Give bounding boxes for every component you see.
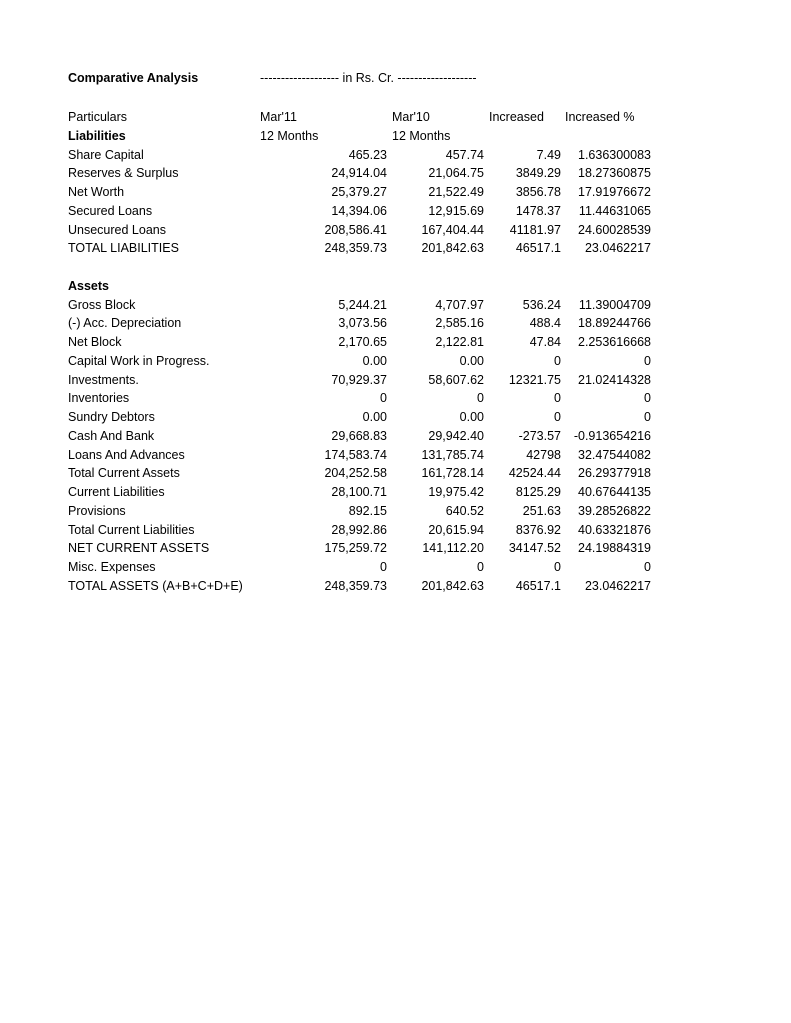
header-particulars: Particulars	[68, 110, 128, 124]
table-row	[68, 521, 668, 540]
row-label: Total Current Liabilities	[68, 522, 195, 537]
value-mar10: 0.00	[459, 410, 484, 424]
value-mar10: 0	[477, 560, 484, 574]
value-mar11: 5,244.21	[338, 297, 387, 312]
value-increased-pct: 17.91976672	[578, 185, 651, 199]
value-increased: 46517.1	[515, 241, 561, 256]
value-mar10: 457.74	[445, 147, 484, 162]
comparative-analysis-sheet	[68, 71, 668, 596]
table-row	[68, 427, 668, 446]
table-row	[68, 464, 668, 483]
row-label: TOTAL LIABILITIES	[68, 241, 179, 256]
value-mar10: 20,615.94	[428, 522, 484, 537]
value-mar10: 0	[477, 391, 484, 406]
value-increased: 0	[554, 410, 561, 424]
value-mar10: 58,607.62	[428, 372, 484, 387]
assets-heading-row	[68, 277, 668, 296]
header-increased: Increased	[489, 110, 544, 124]
row-label: NET CURRENT ASSETS	[68, 541, 210, 556]
row-label: Capital Work in Progress.	[68, 353, 210, 368]
header-mar10: Mar'10	[392, 110, 430, 124]
value-mar11: 892.15	[348, 503, 387, 518]
value-increased: 0	[554, 391, 561, 406]
value-increased: 0	[554, 353, 561, 368]
value-mar11: 3,073.56	[338, 316, 387, 331]
row-label: Gross Block	[68, 297, 136, 312]
value-increased: 42798	[526, 447, 561, 462]
column-header-row	[68, 108, 668, 127]
row-label: (-) Acc. Depreciation	[68, 316, 182, 331]
value-increased-pct: 40.63321876	[578, 522, 651, 537]
table-row	[68, 483, 668, 502]
value-increased-pct: 39.28526822	[578, 503, 651, 518]
value-mar10: 0.00	[459, 353, 484, 368]
row-label: Loans And Advances	[68, 447, 185, 462]
value-mar10: 201,842.63	[421, 578, 484, 593]
value-increased-pct: 0	[644, 391, 651, 406]
table-row	[68, 239, 668, 258]
value-mar11: 70,929.37	[331, 372, 387, 387]
value-mar11: 25,379.27	[331, 185, 387, 199]
row-label: Cash And Bank	[68, 428, 155, 443]
table-row	[68, 408, 668, 427]
value-mar10: 19,975.42	[428, 485, 484, 499]
value-increased-pct: 40.67644135	[578, 485, 651, 499]
value-increased-pct: 24.60028539	[578, 222, 651, 237]
row-label: Total Current Assets	[68, 466, 180, 481]
value-increased-pct: 23.0462217	[584, 578, 651, 593]
value-increased: 42524.44	[508, 466, 561, 481]
liabilities-rows	[68, 146, 668, 259]
row-label: Net Block	[68, 335, 122, 349]
row-label: Investments.	[68, 372, 139, 387]
row-label: TOTAL ASSETS (A+B+C+D+E)	[68, 578, 243, 593]
value-increased: 34147.52	[508, 541, 561, 556]
value-increased-pct: 21.02414328	[578, 372, 651, 387]
value-increased: 251.63	[522, 503, 561, 518]
value-mar10: 2,122.81	[435, 335, 484, 349]
value-increased-pct: 18.89244766	[578, 316, 651, 331]
value-increased: 8376.92	[515, 522, 561, 537]
value-mar10: 131,785.74	[421, 447, 484, 462]
value-mar11: 2,170.65	[338, 335, 387, 349]
value-increased: 536.24	[522, 297, 561, 312]
row-label: Provisions	[68, 503, 126, 518]
table-row	[68, 371, 668, 390]
value-mar10: 12,915.69	[428, 203, 484, 218]
value-increased: 8125.29	[515, 485, 561, 499]
table-row	[68, 296, 668, 315]
table-row	[68, 202, 668, 221]
value-increased: 12321.75	[508, 372, 561, 387]
value-increased: 47.84	[529, 335, 561, 349]
value-increased-pct: 32.47544082	[578, 447, 651, 462]
row-label: Share Capital	[68, 147, 144, 162]
value-mar10: 21,522.49	[428, 185, 484, 199]
assets-rows	[68, 296, 668, 596]
value-mar10: 2,585.16	[435, 316, 484, 331]
liabilities-heading: Liabilities	[68, 128, 126, 143]
row-label: Sundry Debtors	[68, 410, 155, 424]
value-mar11: 0.00	[362, 410, 387, 424]
value-mar11: 28,100.71	[331, 485, 387, 499]
value-mar10: 167,404.44	[421, 222, 484, 237]
value-mar11: 24,914.04	[331, 166, 387, 181]
value-increased: -273.57	[518, 428, 561, 443]
table-row	[68, 183, 668, 202]
period-mar10: 12 Months	[392, 128, 451, 143]
value-mar10: 4,707.97	[435, 297, 484, 312]
value-mar11: 28,992.86	[331, 522, 387, 537]
assets-heading: Assets	[68, 278, 109, 293]
liabilities-heading-row	[68, 127, 668, 146]
row-label: Unsecured Loans	[68, 222, 166, 237]
value-increased-pct: 0	[644, 560, 651, 574]
table-row	[68, 502, 668, 521]
value-increased: 41181.97	[509, 222, 561, 237]
value-mar11: 248,359.73	[324, 241, 387, 256]
table-row	[68, 352, 668, 371]
value-mar11: 465.23	[348, 147, 387, 162]
table-row	[68, 221, 668, 240]
value-mar10: 161,728.14	[421, 466, 484, 481]
value-increased-pct: 2.253616668	[578, 335, 651, 349]
value-increased: 3856.78	[515, 185, 561, 199]
row-label: Reserves & Surplus	[68, 166, 179, 181]
header-increased-pct: Increased %	[565, 110, 635, 124]
value-increased-pct: 24.19884319	[578, 541, 651, 556]
table-row	[68, 539, 668, 558]
row-label: Current Liabilities	[68, 485, 165, 499]
value-increased-pct: 11.39004709	[578, 297, 651, 312]
value-mar11: 29,668.83	[331, 428, 387, 443]
table-row	[68, 446, 668, 465]
spacer	[68, 89, 668, 108]
value-mar11: 174,583.74	[324, 447, 387, 462]
value-mar11: 204,252.58	[324, 466, 387, 481]
table-row	[68, 314, 668, 333]
value-increased-pct: 0	[644, 410, 651, 424]
row-label: Secured Loans	[68, 203, 153, 218]
value-increased-pct: -0.913654216	[573, 428, 651, 443]
value-increased-pct: 0	[644, 353, 651, 368]
value-increased-pct: 1.636300083	[578, 147, 651, 162]
value-mar11: 14,394.06	[331, 203, 387, 218]
header-mar11: Mar'11	[260, 110, 297, 124]
value-mar10: 640.52	[445, 503, 484, 518]
row-label: Net Worth	[68, 185, 125, 199]
table-row	[68, 577, 668, 596]
value-increased: 488.4	[529, 316, 561, 331]
value-mar10: 201,842.63	[421, 241, 484, 256]
value-mar10: 141,112.20	[422, 541, 484, 556]
value-increased-pct: 23.0462217	[584, 241, 651, 256]
value-mar11: 248,359.73	[324, 578, 387, 593]
sheet-title: Comparative Analysis	[68, 71, 199, 85]
section-gap	[68, 258, 668, 277]
table-row	[68, 164, 668, 183]
value-mar11: 0	[380, 560, 387, 574]
value-increased: 0	[554, 560, 561, 574]
table-row	[68, 333, 668, 352]
value-mar10: 21,064.75	[428, 166, 484, 181]
table-row	[68, 558, 668, 577]
value-increased: 46517.1	[515, 578, 561, 593]
value-mar11: 175,259.72	[324, 541, 387, 556]
title-row	[68, 71, 668, 89]
value-mar11: 208,586.41	[324, 222, 387, 237]
value-increased: 7.49	[536, 147, 561, 162]
value-mar10: 29,942.40	[428, 428, 484, 443]
row-label: Misc. Expenses	[68, 560, 156, 574]
value-increased-pct: 26.29377918	[578, 466, 651, 481]
period-mar11: 12 Months	[260, 128, 319, 143]
value-increased-pct: 18.27360875	[578, 166, 651, 181]
value-increased-pct: 11.44631065	[578, 203, 651, 218]
value-mar11: 0	[380, 391, 387, 406]
table-row	[68, 389, 668, 408]
row-label: Inventories	[68, 391, 130, 406]
value-mar11: 0.00	[362, 353, 387, 368]
value-increased: 3849.29	[515, 166, 561, 181]
units-note: ------------------- in Rs. Cr. -------------------	[260, 71, 477, 85]
value-increased: 1478.37	[515, 203, 561, 218]
table-row	[68, 146, 668, 165]
